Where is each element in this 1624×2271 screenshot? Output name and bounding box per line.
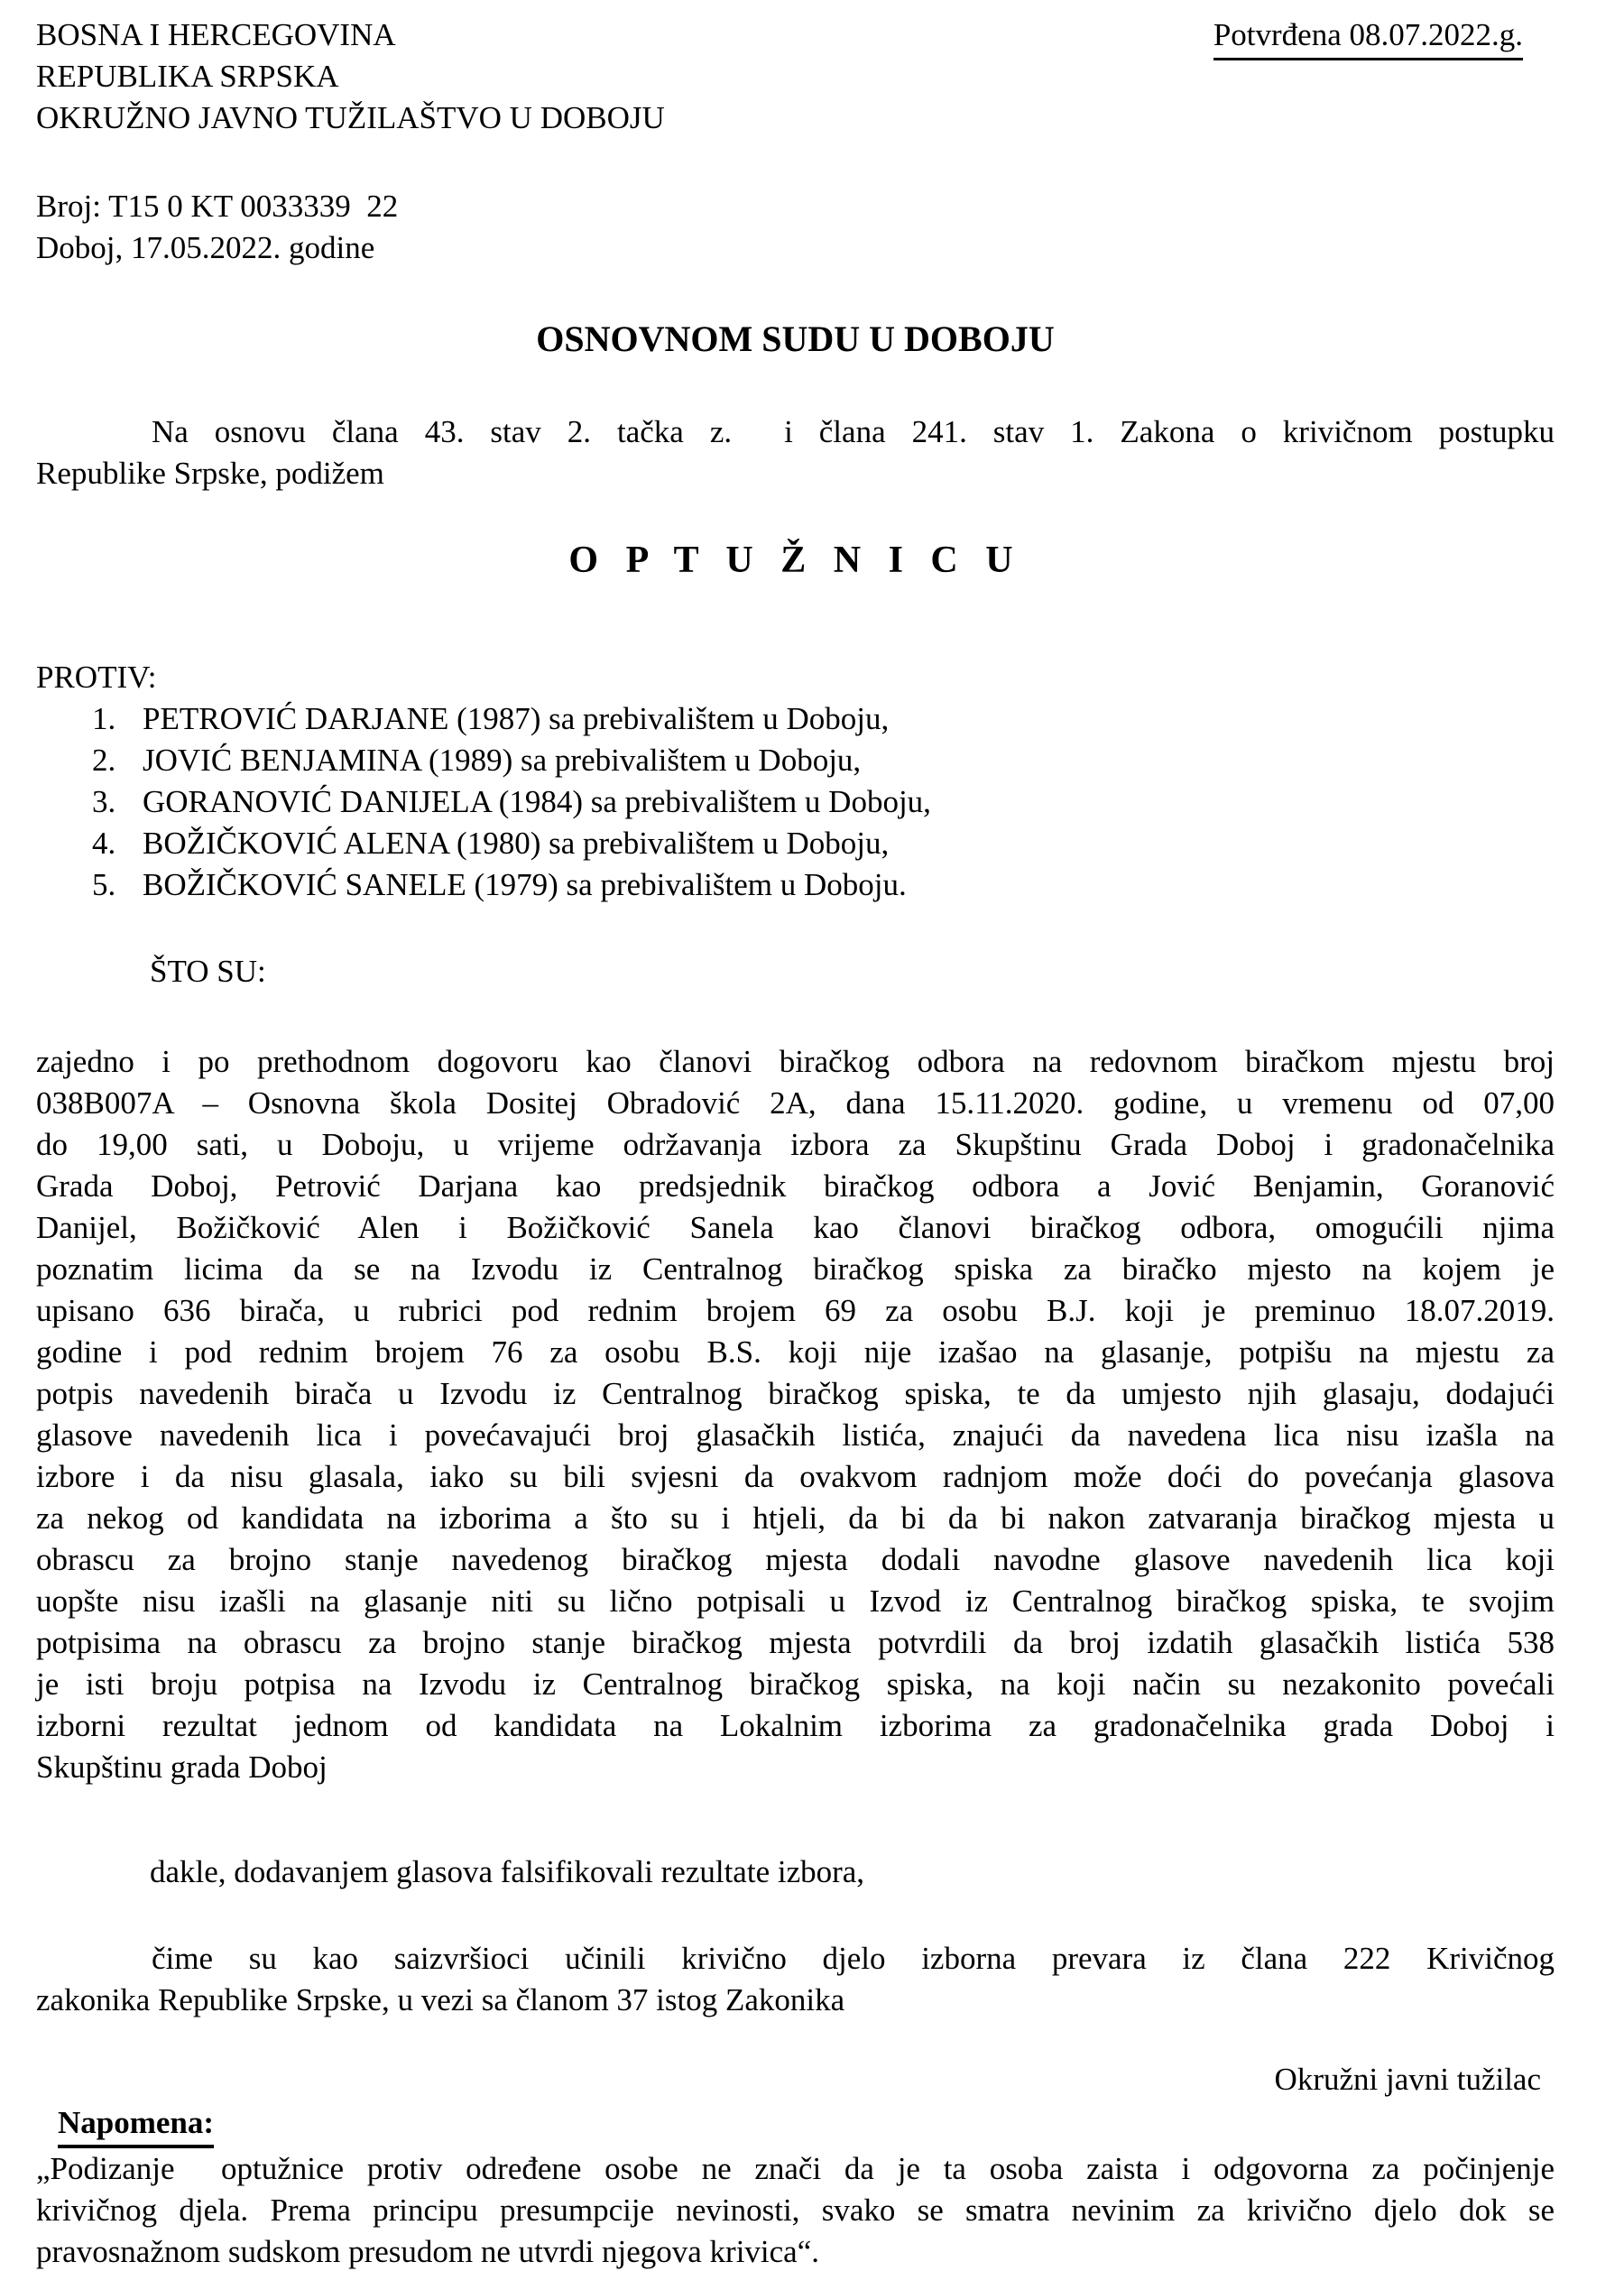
paragraph-line: Danijel, Božičković Alen i Božičković Sanela kao članovi biračkog odbora, omogućili njima xyxy=(36,1210,1555,1245)
defendant-text: GORANOVIĆ DANIJELA (1984) sa prebivalištem u Doboju, xyxy=(143,784,931,819)
paragraph-line: „Podizanje optužnice protiv određene osobe ne znači da je ta osoba zaista i odgovorna za počinjenje xyxy=(36,2151,1555,2186)
defendant-text: JOVIĆ BENJAMINA (1989) sa prebivalištem u Doboju, xyxy=(143,743,862,778)
defendant-number: 4. xyxy=(92,826,116,861)
against-label: PROTIV: xyxy=(36,660,157,695)
facts-paragraph xyxy=(36,1041,1555,1788)
document-title: O P T U Ž N I C U xyxy=(568,540,1022,581)
defendant-number: 5. xyxy=(92,867,116,902)
paragraph-line: je isti broju potpisa na Izvodu iz Centralnog biračkog spiska, na koji način su nezakonito povećali xyxy=(36,1666,1555,1702)
paragraph-line: Republike Srpske, podižem xyxy=(36,456,384,491)
issuing-authority xyxy=(36,14,665,139)
paragraph-line: krivičnog djela. Prema principu presumpcije nevinosti, svako se smatra nevinim za krivično djelo dok se xyxy=(36,2193,1555,2228)
paragraph-line: Grada Doboj, Petrović Darjana kao predsjednik biračkog odbora a Jović Benjamin, Goranović xyxy=(36,1168,1555,1204)
paragraph-line: čime su kao saizvršioci učinili krivično djelo izborna prevara iz člana 222 Krivičnog xyxy=(152,1941,1555,1976)
paragraph-line: izborni rezultat jednom od kandidata na Lokalnim izborima za gradonačelnika grada Doboj i xyxy=(36,1708,1555,1743)
paragraph-line: zajedno i po prethodnom dogovoru kao članovi biračkog odbora na redovnom biračkom mjestu broj xyxy=(36,1044,1555,1079)
legal-qualification-paragraph xyxy=(36,1938,1555,2021)
defendant-list xyxy=(36,698,1555,906)
defendant-number: 3. xyxy=(92,784,116,819)
paragraph-line: Skupštinu grada Doboj xyxy=(36,1749,328,1785)
intro-paragraph xyxy=(36,411,1555,494)
note-label: Napomena: xyxy=(58,2102,214,2148)
issuing-authority-line: OKRUŽNO JAVNO TUŽILAŠTVO U DOBOJU xyxy=(36,100,665,135)
issuing-authority-line: REPUBLIKA SRPSKA xyxy=(36,59,339,94)
paragraph-line: uopšte nisu izašli na glasanje niti su lično potpisali u Izvod iz Centralnog biračkog spiska, te svojim xyxy=(36,1583,1555,1619)
paragraph-line: pravosnažnom sudskom presudom ne utvrdi njegova krivica“. xyxy=(36,2234,819,2269)
paragraph-line: glasove navedenih lica i povećavajući broj glasačkih listića, znajući da navedena lica nisu izašla na xyxy=(36,1417,1555,1453)
paragraph-line: potpisima na obrascu za brojno stanje biračkog mjesta potvrdili da broj izdatih glasačkih listića 538 xyxy=(36,1625,1555,1660)
note-paragraph xyxy=(36,2148,1555,2271)
defendant-number: 2. xyxy=(92,743,116,778)
paragraph-line: potpis navedenih birača u Izvodu iz Centralnog biračkog spiska, te da umjesto njih glasaju, dodajući xyxy=(36,1376,1555,1411)
case-number: Broj: T15 0 KT 0033339 22 xyxy=(36,189,399,224)
issuing-authority-line: BOSNA I HERCEGOVINA xyxy=(36,17,396,52)
case-reference-block xyxy=(36,186,1555,269)
defendant-text: BOŽIČKOVIĆ SANELE (1979) sa prebivalištem u Doboju. xyxy=(143,867,907,902)
paragraph-line: godine i pod rednim brojem 76 za osobu B.S. koji nije izašao na glasanje, potpišu na mjestu za xyxy=(36,1334,1555,1370)
place-and-date: Doboj, 17.05.2022. godine xyxy=(36,230,375,265)
defendant-item xyxy=(36,823,1555,864)
defendant-text: PETROVIĆ DARJANE (1987) sa prebivalištem u Doboju, xyxy=(143,701,890,736)
defendant-item xyxy=(36,781,1555,823)
what-they-did-label: ŠTO SU: xyxy=(150,954,266,989)
note-label-row xyxy=(36,2102,1555,2148)
paragraph-line: zakonika Republike Srpske, u vezi sa članom 37 istog Zakonika xyxy=(36,1982,845,2017)
defendant-item xyxy=(36,864,1555,906)
court-heading: OSNOVNOM SUDU U DOBOJU xyxy=(536,318,1055,359)
defendant-number: 1. xyxy=(92,701,116,736)
document-header xyxy=(36,14,1555,139)
paragraph-line: Na osnovu člana 43. stav 2. tačka z. i člana 241. stav 1. Zakona o krivičnom postupku xyxy=(152,414,1555,449)
defendant-text: BOŽIČKOVIĆ ALENA (1980) sa prebivalištem u Doboju, xyxy=(143,826,890,861)
paragraph-line: upisano 636 birača, u rubrici pod rednim brojem 69 za osobu B.J. koji je preminuo 18.07.2019. xyxy=(36,1293,1555,1328)
conclusion-summary: dakle, dodavanjem glasova falsifikovali rezultate izbora, xyxy=(150,1854,865,1889)
paragraph-line: izbore i da nisu glasala, iako su bili svjesni da ovakvom radnjom može doći do povećanja glasova xyxy=(36,1459,1555,1494)
paragraph-line: 038B007A – Osnovna škola Dositej Obradović 2A, dana 15.11.2020. godine, u vremenu od 07,00 xyxy=(36,1085,1555,1121)
confirmation-date: Potvrđena 08.07.2022.g. xyxy=(1213,14,1523,60)
paragraph-line: poznatim licima da se na Izvodu iz Centralnog biračkog spiska za biračko mjesto na kojem je xyxy=(36,1251,1555,1287)
defendant-item xyxy=(36,698,1555,740)
paragraph-line: za nekog od kandidata na izborima a što su i htjeli, da bi da bi nakon zatvaranja biračkog mjesta u xyxy=(36,1500,1555,1536)
prosecutor-signature: Okružni javni tužilac xyxy=(1274,2062,1541,2097)
paragraph-line: do 19,00 sati, u Doboju, u vrijeme održavanja izbora za Skupštinu Grada Doboj i gradonačelnika xyxy=(36,1127,1555,1162)
defendant-item xyxy=(36,740,1555,781)
paragraph-line: obrascu za brojno stanje navedenog biračkog mjesta dodali navodne glasove navedenih lica koji xyxy=(36,1542,1555,1577)
